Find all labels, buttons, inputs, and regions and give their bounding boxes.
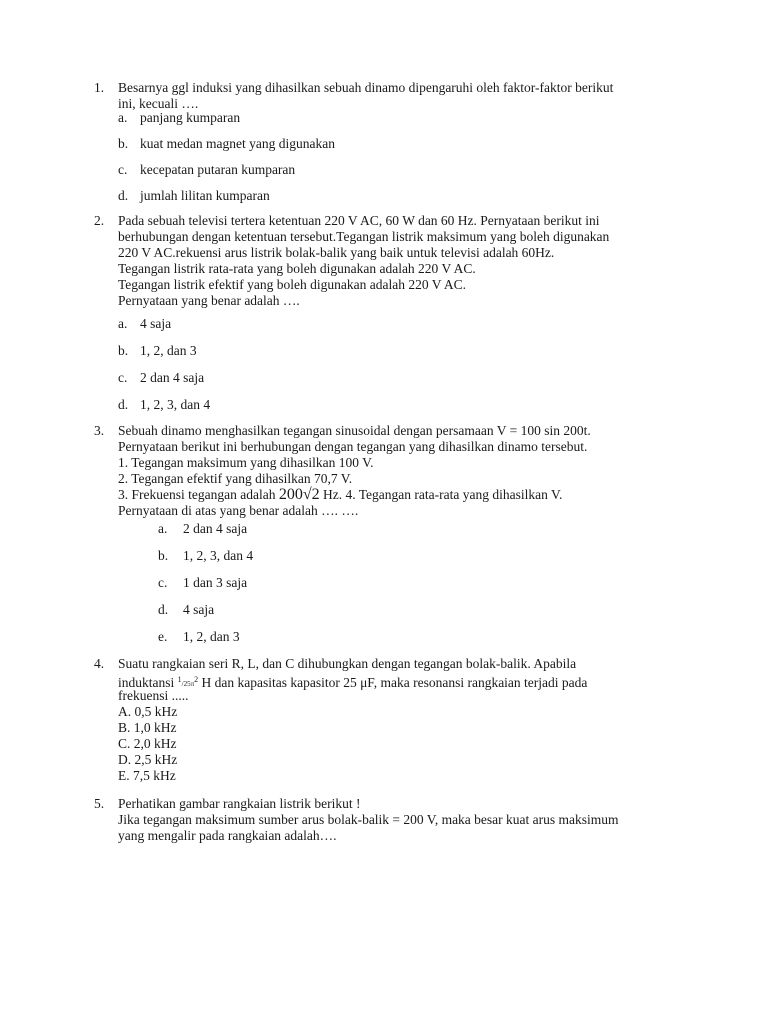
text-fragment: H dan kapasitas kapasitor 25 μF, maka resonansi rangkaian terjadi pada <box>198 675 588 690</box>
question-line-inductance <box>118 672 698 688</box>
question-line: 220 V AC.rekuensi arus listrik bolak-balik yang baik untuk televisi adalah 60Hz. <box>118 245 555 260</box>
answer-option-d <box>118 397 210 413</box>
option-letter: c. <box>118 162 128 177</box>
option-letter: c. <box>158 575 168 590</box>
answer-option-e <box>118 768 698 784</box>
question-line: Pada sebuah televisi tertera ketentuan 220 V AC, 60 W dan 60 Hz. Pernyataan berikut ini <box>118 213 600 228</box>
option-text: panjang kumparan <box>140 110 241 125</box>
answer-option-c <box>118 162 295 178</box>
option-letter: c. <box>118 370 128 385</box>
frequency-formula: 200√2 <box>278 486 320 503</box>
question-3 <box>94 423 694 653</box>
question-line: Sebuah dinamo menghasilkan tegangan sinusoidal dengan persamaan V = 100 sin 200t. <box>118 423 591 438</box>
option-letter: e. <box>158 629 168 644</box>
option-letter: D. <box>118 752 132 767</box>
option-text: 2 dan 4 saja <box>140 370 205 385</box>
question-line: Jika tegangan maksimum sumber arus bolak-balik = 200 V, maka besar kuat arus maksimum <box>118 812 619 827</box>
option-letter: a. <box>118 110 128 125</box>
answer-option-e <box>158 629 240 645</box>
question-line: yang mengalir pada rangkaian adalah…. <box>118 828 337 843</box>
answer-option-b <box>118 343 197 359</box>
option-letter: d. <box>118 188 129 203</box>
option-text: 4 saja <box>183 602 215 617</box>
question-number: 5. <box>94 796 105 811</box>
question-line: ini, kecuali …. <box>118 96 199 111</box>
answer-option-a <box>118 704 698 720</box>
question-5 <box>94 796 694 856</box>
question-line: 2. Tegangan efektif yang dihasilkan 70,7 V. <box>118 471 353 486</box>
question-number: 3. <box>94 423 105 438</box>
question-text <box>118 423 698 519</box>
question-line-frequency <box>118 487 698 503</box>
option-letter: d. <box>158 602 169 617</box>
option-text: 1 dan 3 saja <box>183 575 248 590</box>
answer-option-c <box>118 736 698 752</box>
question-4 <box>94 656 694 786</box>
question-text <box>118 796 698 844</box>
question-line: frekuensi ..... <box>118 688 189 703</box>
text-fragment: 3. Frekuensi tegangan adalah <box>118 487 279 502</box>
question-line: Pernyataan berikut ini berhubungan dengan tegangan yang dihasilkan dinamo tersebut. <box>118 439 588 454</box>
answer-option-d <box>118 188 270 204</box>
option-letter: b. <box>158 548 169 563</box>
question-line: 1. Tegangan maksimum yang dihasilkan 100 V. <box>118 455 374 470</box>
answer-option-c <box>158 575 247 591</box>
answer-option-b <box>118 136 335 152</box>
option-text: 2 dan 4 saja <box>183 521 248 536</box>
text-fragment: Hz. 4. Tegangan rata-rata yang dihasilkan V. <box>319 487 563 502</box>
option-letter: b. <box>118 136 129 151</box>
option-text: 4 saja <box>140 316 172 331</box>
answer-option-b <box>158 548 253 564</box>
option-letter: b. <box>118 343 129 358</box>
option-text: jumlah lilitan kumparan <box>140 188 270 203</box>
text-fragment: induktansi <box>118 675 178 690</box>
fraction-numerator: 1 <box>177 675 182 684</box>
option-letter: d. <box>118 397 129 412</box>
option-letter: B. <box>118 720 131 735</box>
question-1 <box>94 80 694 210</box>
option-text: kuat medan magnet yang digunakan <box>140 136 335 151</box>
question-2 <box>94 213 694 413</box>
question-line: Pernyataan di atas yang benar adalah …. …. <box>118 503 359 518</box>
option-text: 7,5 kHz <box>133 768 176 783</box>
answer-option-d <box>158 602 214 618</box>
answer-option-d <box>118 752 698 768</box>
option-text: 2,5 kHz <box>134 752 178 767</box>
question-line: berhubungan dengan ketentuan tersebut.Tegangan listrik maksimum yang boleh digunakan <box>118 229 610 244</box>
fraction-exponent: 2 <box>194 675 199 684</box>
question-line: Suatu rangkaian seri R, L, dan C dihubungkan dengan tegangan bolak-balik. Apabila <box>118 656 577 671</box>
option-text: 1, 2, dan 3 <box>183 629 240 644</box>
question-number: 4. <box>94 656 105 671</box>
option-text: 1, 2, dan 3 <box>140 343 197 358</box>
option-letter: a. <box>158 521 168 536</box>
question-number: 1. <box>94 80 105 95</box>
question-line: Tegangan listrik efektif yang boleh digunakan adalah 220 V AC. <box>118 277 466 292</box>
question-line: Perhatikan gambar rangkaian listrik berikut ! <box>118 796 361 811</box>
option-letter: C. <box>118 736 131 751</box>
option-text: 1,0 kHz <box>133 720 177 735</box>
answer-option-a <box>118 110 240 126</box>
fraction-denominator: /25π <box>181 680 195 688</box>
option-text: kecepatan putaran kumparan <box>140 162 296 177</box>
answer-option-c <box>118 370 204 386</box>
option-text: 0,5 kHz <box>134 704 178 719</box>
option-text: 1, 2, 3, dan 4 <box>183 548 254 563</box>
answer-option-a <box>118 316 171 332</box>
option-text: 2,0 kHz <box>133 736 177 751</box>
answer-option-b <box>118 720 698 736</box>
question-text <box>118 213 698 309</box>
option-letter: a. <box>118 316 128 331</box>
question-number: 2. <box>94 213 105 228</box>
option-letter: A. <box>118 704 132 719</box>
answer-option-a <box>158 521 247 537</box>
question-line: Pernyataan yang benar adalah …. <box>118 293 300 308</box>
question-text <box>118 656 698 784</box>
question-line: Besarnya ggl induksi yang dihasilkan sebuah dinamo dipengaruhi oleh faktor-faktor berikut <box>118 80 614 95</box>
option-text: 1, 2, 3, dan 4 <box>140 397 211 412</box>
option-letter: E. <box>118 768 130 783</box>
question-line: Tegangan listrik rata-rata yang boleh digunakan adalah 220 V AC. <box>118 261 476 276</box>
question-text <box>118 80 698 112</box>
